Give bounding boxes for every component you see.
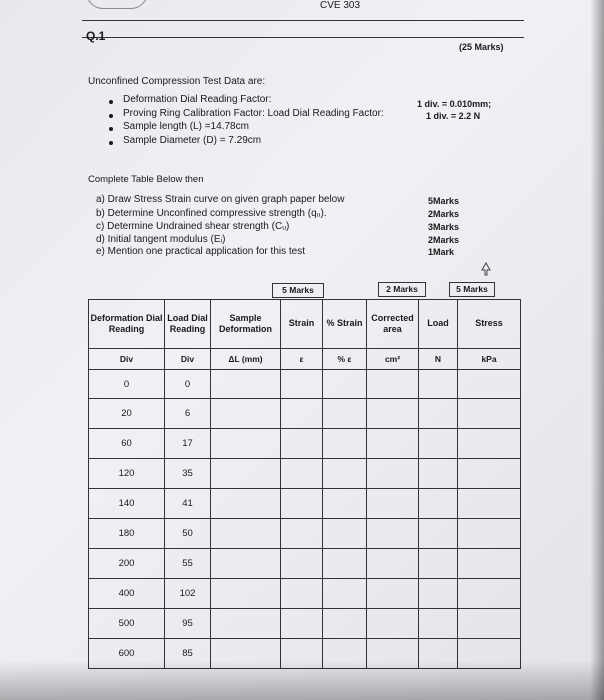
task-marks: 2Marks	[428, 235, 460, 245]
task-item: c) Determine Undrained shear strength (Cᵤ)	[96, 221, 290, 232]
task-item: a) Draw Stress Strain curve on given graph paper below	[96, 194, 345, 205]
strain-cell[interactable]	[281, 609, 323, 639]
corrected-area-cell[interactable]	[367, 579, 419, 609]
data-heading: Unconfined Compression Test Data are:	[88, 76, 266, 87]
edge-shadow	[0, 660, 604, 700]
unit-cell: % ε	[323, 348, 367, 370]
corrected-area-cell[interactable]	[367, 370, 419, 399]
percent-strain-cell[interactable]	[323, 429, 367, 459]
table-row	[89, 370, 521, 399]
header-load: Load	[419, 300, 458, 349]
table-row	[89, 519, 521, 549]
load-cell[interactable]	[419, 459, 458, 489]
load-dial-cell: 85	[165, 638, 211, 668]
load-dial-cell: 102	[165, 579, 211, 609]
given-proving-ring: Proving Ring Calibration Factor: Load Dial Reading Factor:	[123, 108, 384, 119]
sample-deformation-cell[interactable]	[211, 489, 281, 519]
strain-cell[interactable]	[281, 429, 323, 459]
deformation-cell: 500	[89, 609, 165, 639]
strain-cell[interactable]	[281, 370, 323, 399]
load-cell[interactable]	[419, 609, 458, 639]
header-percent-strain: % Strain	[323, 300, 367, 349]
unit-cell: cm²	[367, 348, 419, 370]
percent-strain-cell[interactable]	[323, 549, 367, 579]
corrected-area-cell[interactable]	[367, 429, 419, 459]
percent-strain-cell[interactable]	[323, 489, 367, 519]
table-row	[89, 459, 521, 489]
percent-strain-cell[interactable]	[323, 399, 367, 429]
load-cell[interactable]	[419, 370, 458, 399]
bullet-dot	[109, 141, 113, 145]
sample-deformation-cell[interactable]	[211, 459, 281, 489]
task-item: b) Determine Unconfined compressive strength (qᵤ).	[96, 208, 327, 219]
task-marks: 2Marks	[428, 209, 460, 219]
stress-cell[interactable]	[458, 579, 521, 609]
deformation-cell: 120	[89, 459, 165, 489]
deformation-cell: 600	[89, 638, 165, 668]
deformation-cell: 200	[89, 549, 165, 579]
given-sample-diameter: Sample Diameter (D) = 7.29cm	[123, 135, 262, 146]
given-deformation-factor: Deformation Dial Reading Factor:	[123, 94, 272, 105]
percent-strain-cell[interactable]	[323, 609, 367, 639]
load-dial-cell: 41	[165, 489, 211, 519]
sample-deformation-cell[interactable]	[211, 429, 281, 459]
table-row	[89, 399, 521, 429]
edge-shadow	[590, 0, 604, 700]
sample-deformation-cell[interactable]	[211, 399, 281, 429]
tasks-heading: Complete Table Below then	[88, 174, 204, 185]
unit-cell: ε	[281, 348, 323, 370]
stress-cell[interactable]	[458, 429, 521, 459]
unit-cell: Div	[89, 348, 165, 370]
question-number: Q.1	[86, 29, 106, 43]
marks-box-group3: 5 Marks	[449, 282, 495, 297]
strain-cell[interactable]	[281, 459, 323, 489]
deformation-cell: 180	[89, 519, 165, 549]
strain-cell[interactable]	[281, 399, 323, 429]
table-row	[89, 429, 521, 459]
load-dial-cell: 55	[165, 549, 211, 579]
unit-cell: kPa	[458, 348, 521, 370]
corrected-area-cell[interactable]	[367, 519, 419, 549]
load-dial-cell: 0	[165, 370, 211, 399]
total-marks: (25 Marks)	[459, 42, 504, 52]
load-cell[interactable]	[419, 549, 458, 579]
table-row	[89, 579, 521, 609]
load-cell[interactable]	[419, 399, 458, 429]
load-dial-cell: 50	[165, 519, 211, 549]
corrected-area-cell[interactable]	[367, 459, 419, 489]
strain-cell[interactable]	[281, 549, 323, 579]
question-rule	[82, 37, 524, 38]
given-proving-ring-value: 1 div. = 2.2 N	[426, 111, 481, 121]
deformation-cell: 60	[89, 429, 165, 459]
strain-cell[interactable]	[281, 489, 323, 519]
header-stress: Stress	[458, 300, 521, 349]
header-strain: Strain	[281, 300, 323, 349]
deformation-cell: 400	[89, 579, 165, 609]
course-code: CVE 303	[320, 0, 361, 11]
task-item: d) Initial tangent modulus (Eᵢ)	[96, 234, 226, 245]
percent-strain-cell[interactable]	[323, 519, 367, 549]
strain-cell[interactable]	[281, 579, 323, 609]
load-dial-cell: 95	[165, 609, 211, 639]
deformation-cell: 20	[89, 399, 165, 429]
corrected-area-cell[interactable]	[367, 489, 419, 519]
stress-cell[interactable]	[458, 519, 521, 549]
task-marks: 3Marks	[428, 222, 460, 232]
unit-cell: ΔL (mm)	[211, 348, 281, 370]
load-dial-cell: 17	[165, 429, 211, 459]
data-table	[88, 299, 521, 669]
sample-deformation-cell[interactable]	[211, 370, 281, 399]
header-rule	[82, 20, 524, 21]
given-deformation-value: 1 div. = 0.010mm;	[417, 99, 492, 109]
cursor-arrow-icon	[480, 262, 492, 276]
bullet-dot	[109, 127, 113, 131]
percent-strain-cell[interactable]	[323, 459, 367, 489]
table-row	[89, 549, 521, 579]
corrected-area-cell[interactable]	[367, 609, 419, 639]
bullet-dot	[109, 114, 113, 118]
header-corrected-area: Corrected area	[367, 300, 419, 349]
marks-box-group1: 5 Marks	[272, 283, 324, 298]
task-marks: 5Marks	[428, 196, 460, 206]
table-row	[89, 489, 521, 519]
stress-cell[interactable]	[458, 489, 521, 519]
percent-strain-cell[interactable]	[323, 370, 367, 399]
stress-cell[interactable]	[458, 609, 521, 639]
marks-box-group2: 2 Marks	[378, 282, 426, 297]
sample-deformation-cell[interactable]	[211, 609, 281, 639]
stress-cell[interactable]	[458, 370, 521, 399]
table-row	[89, 609, 521, 639]
header-deformation-dial: Deformation Dial Reading	[89, 300, 165, 349]
load-dial-cell: 35	[165, 459, 211, 489]
stress-cell[interactable]	[458, 399, 521, 429]
sample-deformation-cell[interactable]	[211, 579, 281, 609]
bullet-dot	[109, 100, 113, 104]
load-cell[interactable]	[419, 519, 458, 549]
corrected-area-cell[interactable]	[367, 549, 419, 579]
deformation-cell: 0	[89, 370, 165, 399]
strain-cell[interactable]	[281, 519, 323, 549]
unit-cell: Div	[165, 348, 211, 370]
unit-cell: N	[419, 348, 458, 370]
stress-cell[interactable]	[458, 459, 521, 489]
task-item: e) Mention one practical application for this test	[96, 246, 305, 257]
header-sample-deformation: Sample Deformation	[211, 300, 281, 349]
deformation-cell: 140	[89, 489, 165, 519]
load-dial-cell: 6	[165, 399, 211, 429]
given-sample-length: Sample length (L) =14.78cm	[123, 121, 249, 132]
task-marks: 1Mark	[428, 247, 455, 257]
load-cell[interactable]	[419, 489, 458, 519]
corrected-area-cell[interactable]	[367, 399, 419, 429]
load-cell[interactable]	[419, 429, 458, 459]
stress-cell[interactable]	[458, 549, 521, 579]
load-cell[interactable]	[419, 579, 458, 609]
sample-deformation-cell[interactable]	[211, 519, 281, 549]
header-load-dial: Load Dial Reading	[165, 300, 211, 349]
sample-deformation-cell[interactable]	[211, 549, 281, 579]
percent-strain-cell[interactable]	[323, 579, 367, 609]
